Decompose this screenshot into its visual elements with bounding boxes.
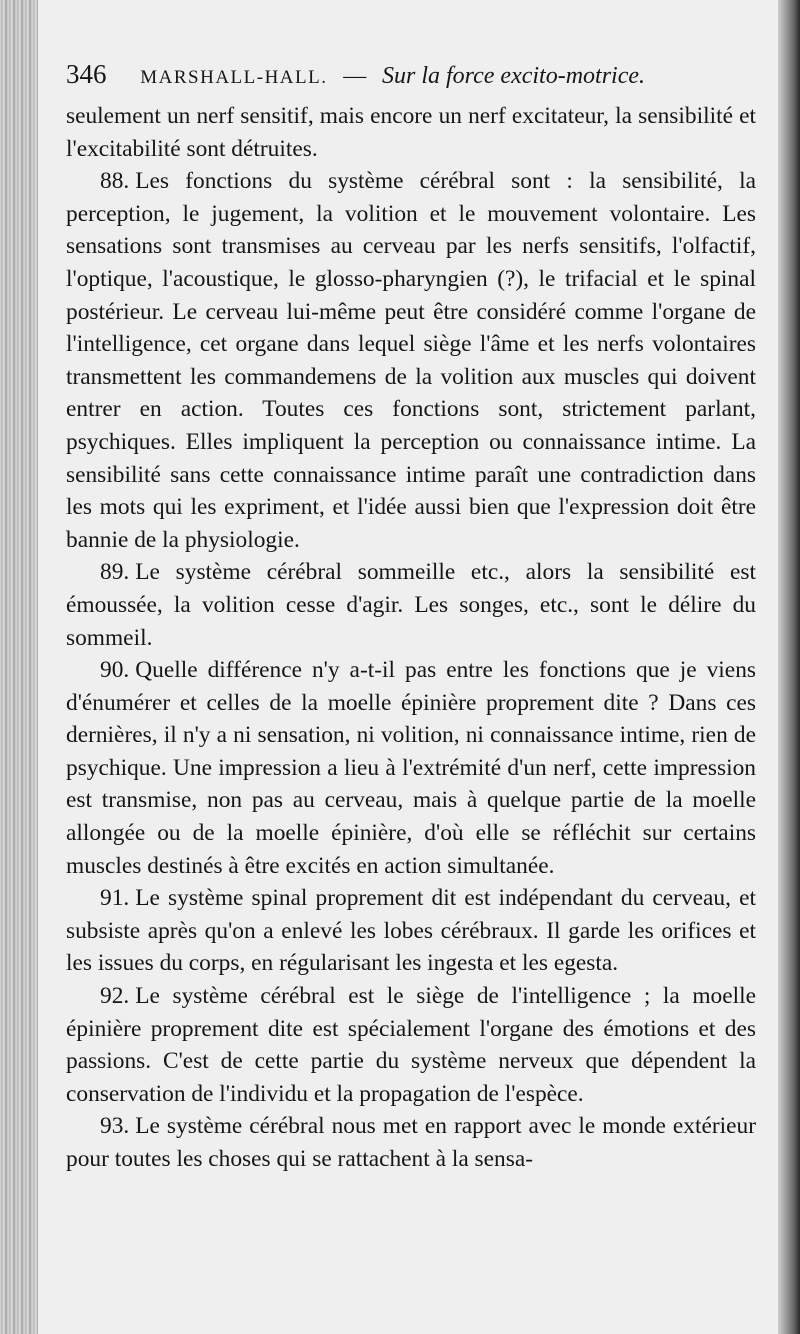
paragraph-text: Le système cérébral nous met en rapport avec le monde extérieur pour toutes les choses qui se rattachent à la sensa- [66,1113,756,1172]
paragraph-88 [66,165,756,556]
paragraph-number: 93. [100,1113,130,1140]
paragraph-93 [66,1110,756,1175]
book-page [38,0,778,1334]
paragraph-92 [66,980,756,1110]
paragraph-continuation [66,100,756,165]
header-separator: — [343,63,367,88]
paragraph-90 [66,654,756,882]
page-body [66,100,756,1176]
paragraph-number: 91. [100,885,130,912]
paragraph-text: Le système cérébral est le siège de l'intelligence ; la moelle épinière proprement dite est spécialement l'organe des émotions et des passions. C'est de cette partie du système nerveux que dépendent la conservation de l'individu et la propagation de l'espèce. [66,983,756,1107]
paragraph-text: Le système cérébral sommeille etc., alors la sensibilité est émoussée, la volition cesse d'agir. Les songes, etc., sont le délire du sommeil. [66,559,756,651]
paragraph-91 [66,882,756,980]
header-author: MARSHALL-HALL. [140,67,328,88]
paragraph-text: Quelle différence n'y a-t-il pas entre les fonctions que je viens d'énumérer et celles de la moelle épinière proprement dite ? Dans ces dernières, il n'y a ni sensation, ni volition, ni connaissance intime, rien de psychique. Une impression a lieu à l'extrémité d'un nerf, cette impression est transmise, non pas au cerveau, mais à quelque partie de la moelle allongée ou de la moelle épinière, d'où elle se réfléchit sur certains muscles destinés à être excités en action simultanée. [66,657,756,879]
paragraph-text: seulement un nerf sensitif, mais encore un nerf excitateur, la sensibilité et l'excitabilité sont détruites. [66,103,756,162]
paragraph-number: 88. [100,168,130,195]
paragraph-number: 90. [100,657,130,684]
paragraph-89 [66,556,756,654]
page-number: 346 [66,59,107,89]
paragraph-number: 89. [100,559,130,586]
book-gutter-edge [0,0,38,1334]
paragraph-text: Les fonctions du système cérébral sont : la sensibilité, la perception, le jugement, la volition et le mouvement volontaire. Les sensations sont transmises au cerveau par les nerfs sensitifs, l'olfactif, l'optique, l'acoustique, le glosso-pharyngien (?), le trifacial et le spinal postérieur. Le cerveau lui-même peut être considéré comme l'organe de l'intelligence, cet organe dans lequel siège l'âme et les nerfs volontaires transmettent les commandemens de la volition aux muscles qui doivent entrer en action. Toutes ces fonctions sont, strictement parlant, psychiques. Elles impliquent la perception ou connaissance intime. La sensibilité sans cette connaissance intime paraît une contradiction dans les mots qui les expriment, et l'idée aussi bien que l'expression doit être bannie de la physiologie. [66,168,756,553]
paragraph-text: Le système spinal proprement dit est indépendant du cerveau, et subsiste après qu'on a enlevé les lobes cérébraux. Il garde les orifices et les issues du corps, en régularisant les ingesta et les egesta. [66,885,756,977]
running-header [66,56,726,92]
page-right-edge [778,0,800,1334]
paragraph-number: 92. [100,983,130,1010]
header-title: Sur la force excito-motrice. [382,63,646,89]
